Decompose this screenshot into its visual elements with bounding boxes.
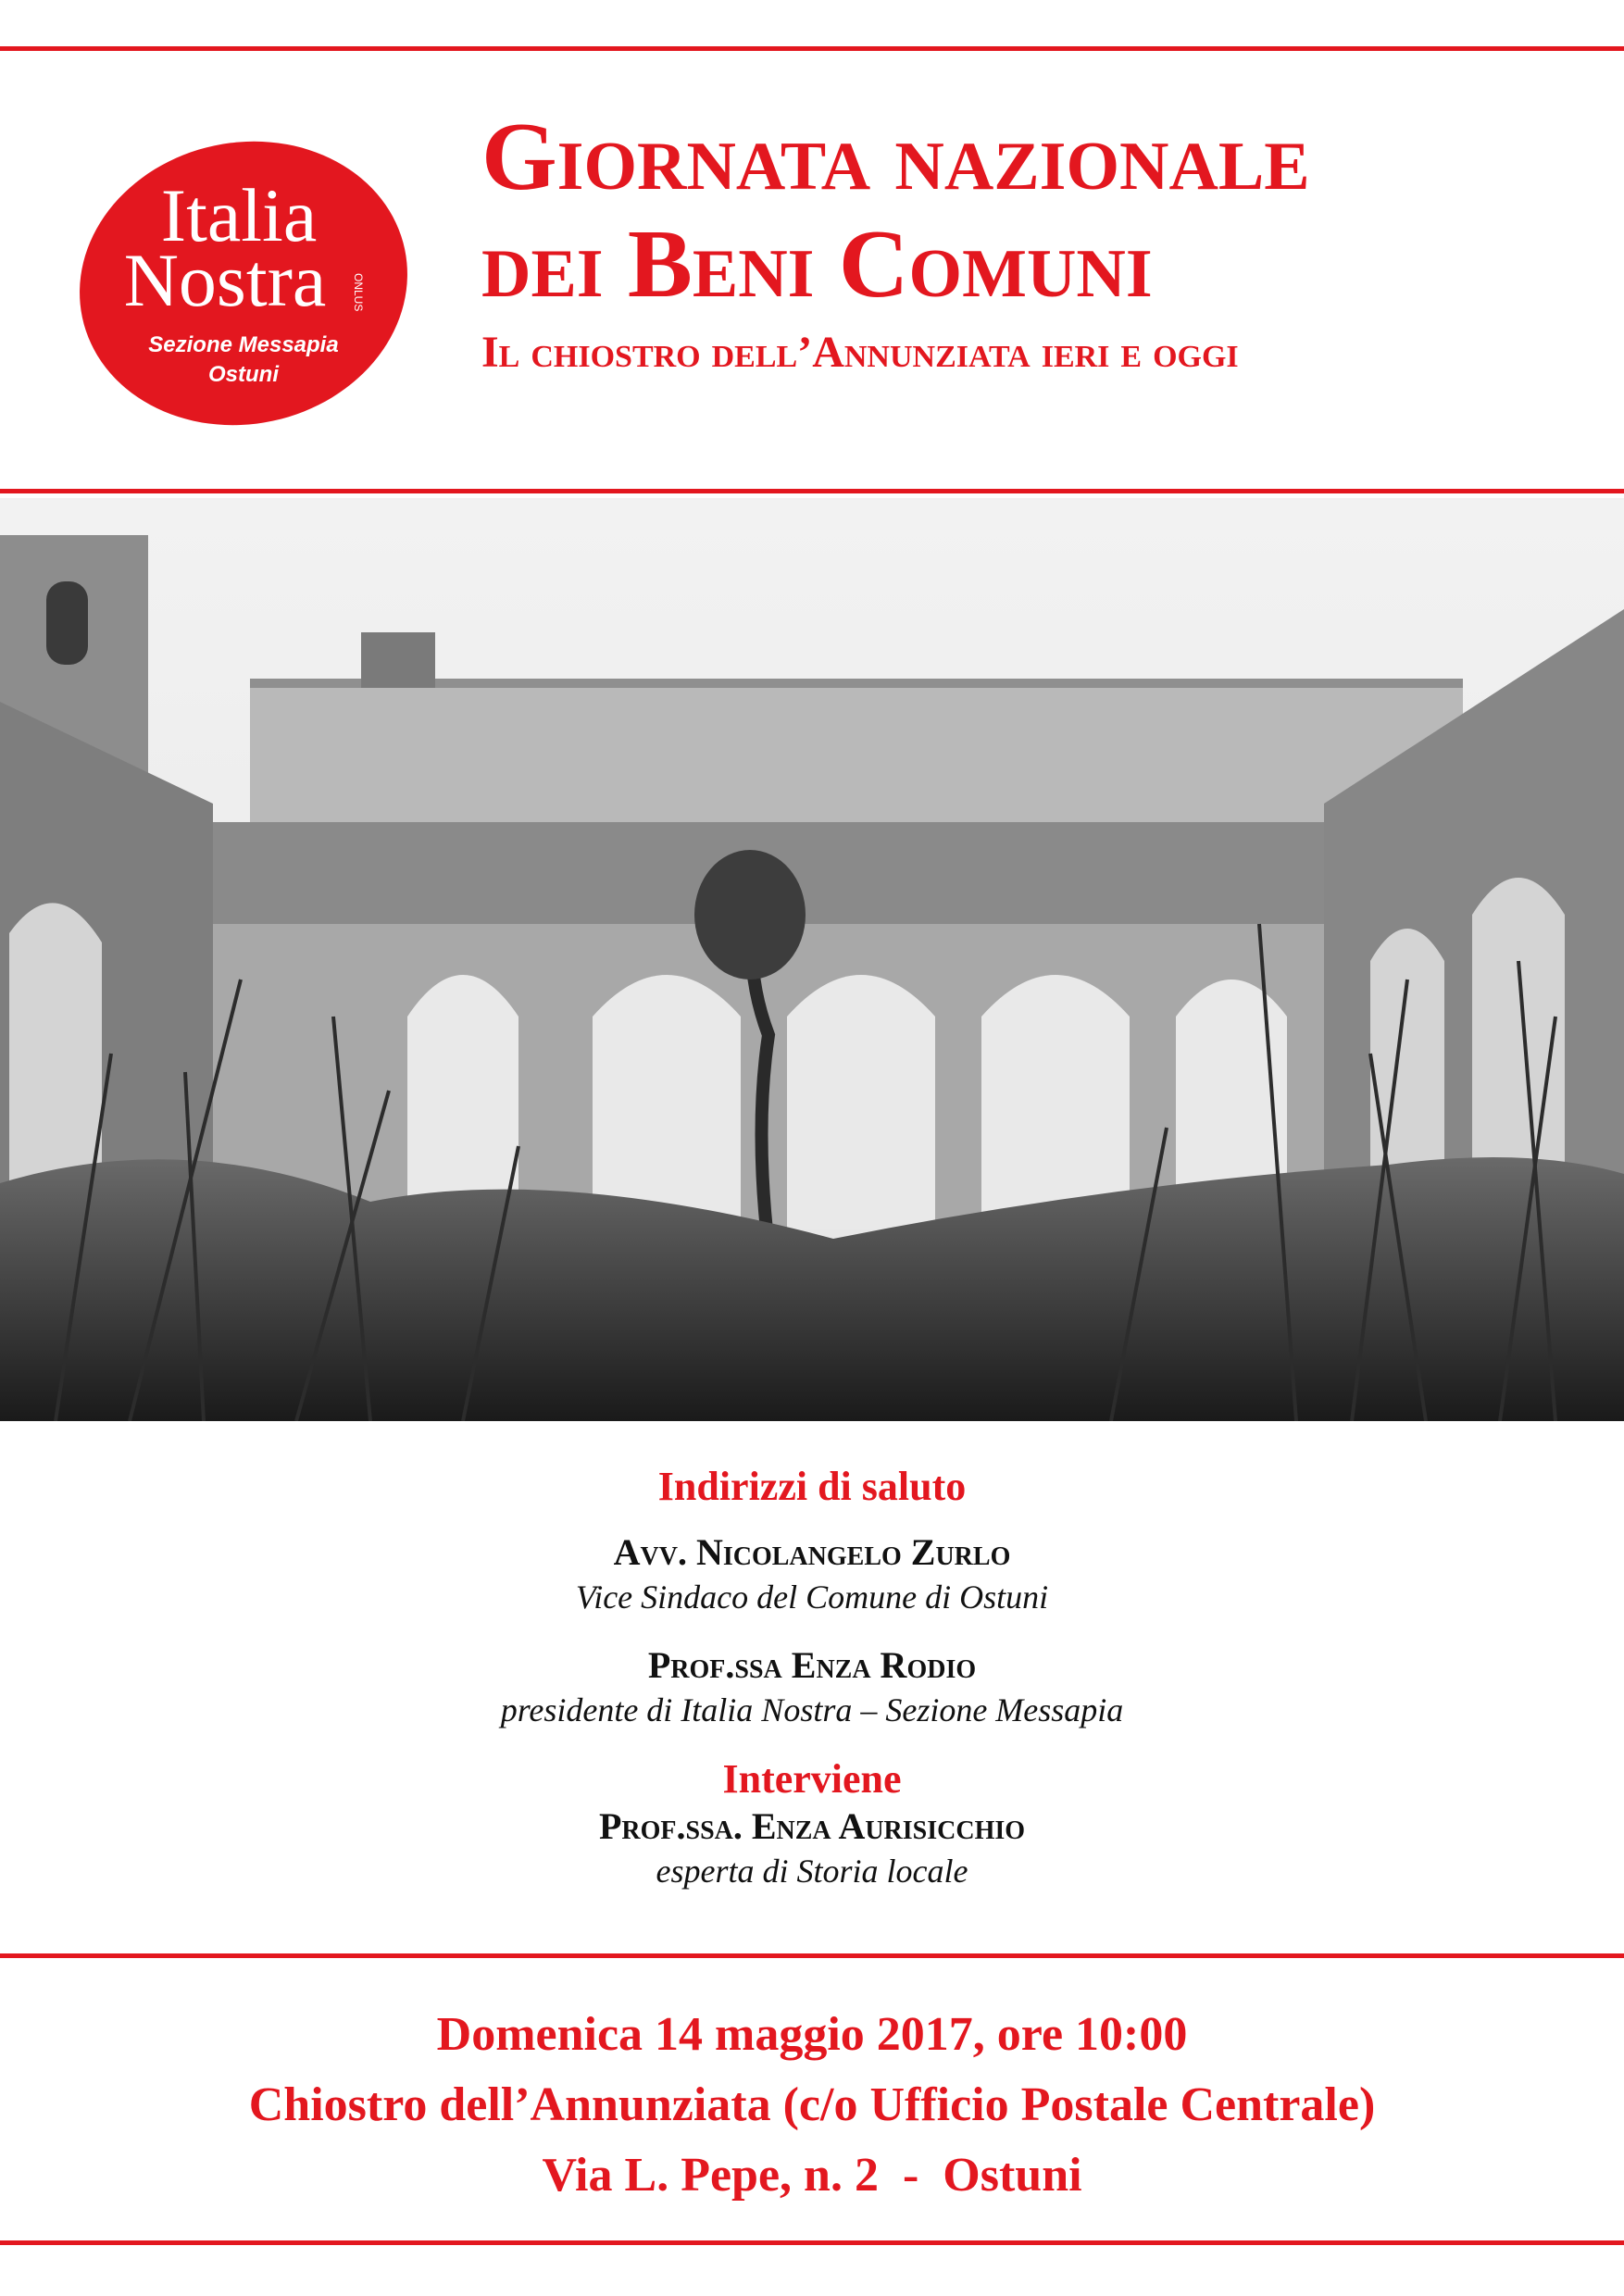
- logo-text-onlus: ONLUS: [352, 273, 365, 312]
- title-line-2: dei Beni Comuni: [481, 209, 1153, 318]
- event-info: [0, 2000, 1624, 2211]
- speakers-section: [0, 1463, 1624, 1892]
- logo-text-nostra: Nostra: [123, 238, 327, 322]
- speaker-role-aurisicchio: esperta di Storia locale: [656, 1853, 968, 1890]
- greetings-heading: Indirizzi di saluto: [657, 1464, 967, 1509]
- header-rule: [0, 489, 1624, 493]
- cloister-photo: [0, 498, 1624, 1421]
- subtitle: Il chiostro dell’Annunziata ieri e oggi: [481, 328, 1239, 377]
- talk-heading: Interviene: [722, 1756, 902, 1802]
- title-block: [481, 102, 1555, 378]
- event-date-time: Domenica 14 maggio 2017, ore 10:00: [436, 2008, 1188, 2061]
- speaker-name-aurisicchio: Prof.ssa. Enza Aurisicchio: [598, 1805, 1026, 1847]
- italia-nostra-logo: [77, 139, 410, 428]
- event-venue: Chiostro dell’Annunziata (c/o Ufficio Postale Centrale): [248, 2078, 1376, 2131]
- title-line-1: Giornata nazionale: [481, 102, 1310, 210]
- event-top-rule: [0, 1953, 1624, 1958]
- logo-text-italia: Italia: [160, 173, 318, 257]
- bottom-rule: [0, 2240, 1624, 2245]
- speaker-name-rodio: Prof.ssa Enza Rodio: [647, 1644, 977, 1686]
- logo-text-city: Ostuni: [208, 362, 279, 387]
- speaker-role-rodio: presidente di Italia Nostra – Sezione Messapia: [500, 1691, 1124, 1728]
- logo-text-section: Sezione Messapia: [148, 332, 339, 357]
- event-address: Via L. Pepe, n. 2 - Ostuni: [542, 2149, 1082, 2202]
- speaker-name-zurlo: Avv. Nicolangelo Zurlo: [613, 1531, 1011, 1573]
- speaker-role-zurlo: Vice Sindaco del Comune di Ostuni: [575, 1578, 1049, 1616]
- top-rule: [0, 46, 1624, 51]
